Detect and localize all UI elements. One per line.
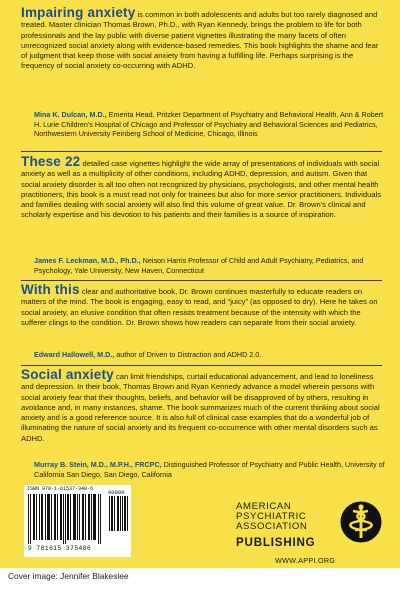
publisher-website: WWW.APPI.ORG xyxy=(275,556,336,565)
blurb-attribution xyxy=(34,256,386,275)
barcode-bars xyxy=(28,494,101,544)
barcode-addon-bars xyxy=(109,496,129,531)
attribution-name: Mina K. Dulcan, M.D., xyxy=(34,110,107,119)
blurb-1 xyxy=(21,5,383,72)
blurb-text: clear and authoritative book, Dr. Brown continues masterfully to educate readers on matters of the mind. The book is engaging, easy to read, and “juicy” (as opposed to dry). Here he takes on social anxiety, an elusive condition that often resists treatment because of the intensity with which the sufferer clings to the condition. Dr. Brown shows how readers can separate from their social anxiety. xyxy=(21,287,378,327)
isbn-label: ISBN 978-1-61537-348-6 xyxy=(27,486,94,492)
attribution-text: Distinguished Professor of Psychiatry and Public Health, University of California San Diego, San Diego, California xyxy=(34,460,385,479)
isbn-barcode xyxy=(24,485,131,557)
caduceus-logo-icon xyxy=(340,500,382,544)
publisher-line-1: AMERICAN xyxy=(236,501,292,512)
divider xyxy=(21,151,382,152)
blurb-text: is common in both adolescents and adults but too rarely diagnosed and treated. Master clinician Thomas Brown, Ph.D., with Ryan Kennedy, brings the problem to life for both professionals and the lay public with diverse patient vignettes illustrating the many facets of often unrecognized social anxiety along with evidence-based remedies. This book highlights the shame and fear of judgment that keep those with social anxiety from having a fulfilling life. Perhaps surprising is the frequency of social anxiety co-occurring with ADHD. xyxy=(21,10,379,71)
publisher-line-3: ASSOCIATION xyxy=(236,521,308,532)
attribution-text: Emerita Head, Pritzker Department of Psychiatry and Behavioral Health, Ann & Robert H. Lurie Children's Hospital of Chicago and Professor of Psychiatry and Behavioral Sciences and Pediatrics, Northwestern University Feinberg School of Medicine, Chicago, Illinois xyxy=(34,110,384,139)
blurb-3 xyxy=(21,282,383,328)
attribution-name: Murray B. Stein, M.D., M.P.H., FRCPC, xyxy=(34,460,162,469)
attribution-name: Edward Hallowell, M.D., xyxy=(34,350,115,359)
blurb-lead: With this xyxy=(21,282,80,297)
blurb-text: can limit friendships, curtail educational advancement, and lead to loneliness and depression. In their book, Thomas Brown and Ryan Kennedy advance a model wherein persons with social anxiety fear that their thoughts, beliefs, and behavior will be disapproved of by others, resulting in avoidance and, in many instances, shame. The book summarizes much of the current thinking about social anxiety and is a good reference source. It is also full of clinical case examples that do a wonderful job of illuminating the nature of social anxiety and its frequent co-occurrence with other mental disorders such as ADHD. xyxy=(21,372,380,443)
blurb-lead: These 22 xyxy=(21,154,81,169)
divider xyxy=(21,365,382,366)
cover-credit: Cover image: Jennifer Blakeslee xyxy=(8,571,129,581)
blurb-lead: Social anxiety xyxy=(21,367,114,382)
publisher-wordmark xyxy=(236,502,346,549)
blurb-2 xyxy=(21,154,383,221)
blurb-attribution xyxy=(34,460,386,479)
barcode-addon: 90000 xyxy=(108,489,125,496)
barcode-number: 9 781615 375486 xyxy=(28,545,92,552)
publisher-line-4: PUBLISHING xyxy=(236,536,316,549)
attribution-name: James F. Leckman, M.D., Ph.D., xyxy=(34,256,141,265)
blurb-4 xyxy=(21,367,383,444)
blurb-attribution xyxy=(34,350,386,360)
attribution-text: Neison Harris Professor of Child and Adult Psychiatry, Pediatrics, and Psychology, Yale University, New Haven, Connecticut xyxy=(34,256,364,275)
attribution-text: author of Driven to Distraction and ADHD 2.0. xyxy=(114,350,262,359)
blurb-attribution xyxy=(34,110,386,139)
blurb-text: detailed case vignettes highlight the wide array of presentations of individuals with social anxiety as well as a multiplicity of other conditions, including ADHD, depression, and autism. Given that social anxiety disorder is all too often not recognized by physicians, psychologists, and other mental health practitioners, this book is a must read not only for trainees but also for more senior practitioners. Individuals and families dealing with social anxiety will also find this volume of great value. Dr. Brown's clinical and scholarly expertise and his devotion to his patients and their families is a source of inspiration. xyxy=(21,159,382,220)
divider xyxy=(21,280,382,281)
publisher-line-2: PSYCHIATRIC xyxy=(236,511,307,522)
blurb-lead: Impairing anxiety xyxy=(21,5,136,20)
